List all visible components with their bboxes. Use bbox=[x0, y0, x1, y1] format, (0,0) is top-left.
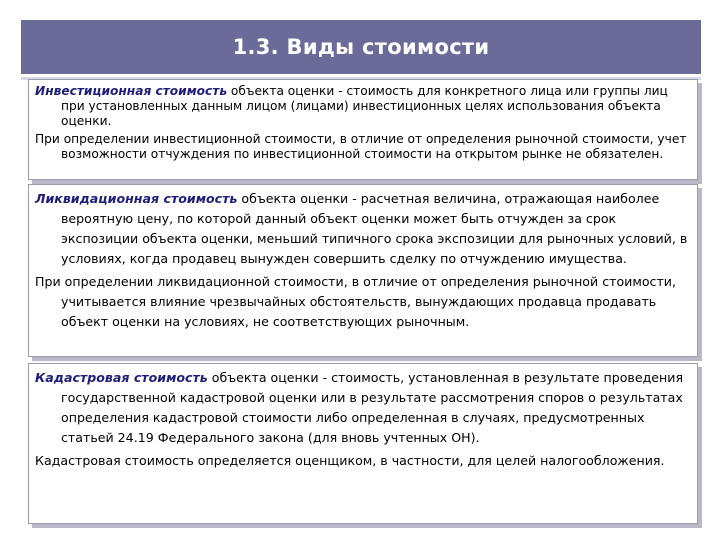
cadastral-definition bbox=[35, 368, 689, 448]
investment-note: При определении инвестиционной стоимости, в отличие от определения рыночной стоимости, учет возможности отчуждения по инвестиционной стоимости на открытом рынке не обязателен. bbox=[35, 132, 687, 161]
cadastral-definition-text: объекта оценки - стоимость, установленная в результате проведения государственной кадастровой оценки или в результате рассмотрения споров о результатах определения кадастровой стоимости либо определенная в случаях, предусмотренных статьей 24.19 Федерального закона (для вновь учтенных ОН). bbox=[61, 370, 684, 445]
title-bar bbox=[21, 20, 701, 77]
page-title: 1.3. Виды стоимости bbox=[232, 35, 490, 59]
cadastral-value-box bbox=[28, 363, 698, 524]
investment-definition-text: объекта оценки - стоимость для конкретного лица или группы лиц при установленных данным лицом (лицами) инвестиционных целях использования объекта оценки. bbox=[61, 84, 668, 128]
cadastral-term: Кадастровая стоимость bbox=[35, 370, 208, 385]
investment-definition bbox=[35, 84, 689, 129]
liquidation-note: При определении ликвидационной стоимости, в отличие от определения рыночной стоимости, учитывается влияние чрезвычайных обстоятельств, вынуждающих продавца продавать объект оценки на условиях, не соответствующих рыночным. bbox=[35, 274, 676, 329]
investment-term: Инвестиционная стоимость bbox=[35, 84, 228, 98]
investment-value-box bbox=[28, 79, 698, 180]
liquidation-value-box bbox=[28, 184, 698, 357]
cadastral-note: Кадастровая стоимость определяется оценщиком, в частности, для целей налогообложения. bbox=[35, 453, 665, 468]
liquidation-definition bbox=[35, 189, 689, 269]
liquidation-definition-text: объекта оценки - расчетная величина, отражающая наиболее вероятную цену, по которой данный объект оценки может быть отчужден за срок экспозиции объекта оценки, меньший типичного срока экспозиции для рыночных условий, в условиях, когда продавец вынужден совершить сделку по отчуждению имущества. bbox=[61, 191, 688, 266]
liquidation-term: Ликвидационная стоимость bbox=[35, 191, 238, 206]
